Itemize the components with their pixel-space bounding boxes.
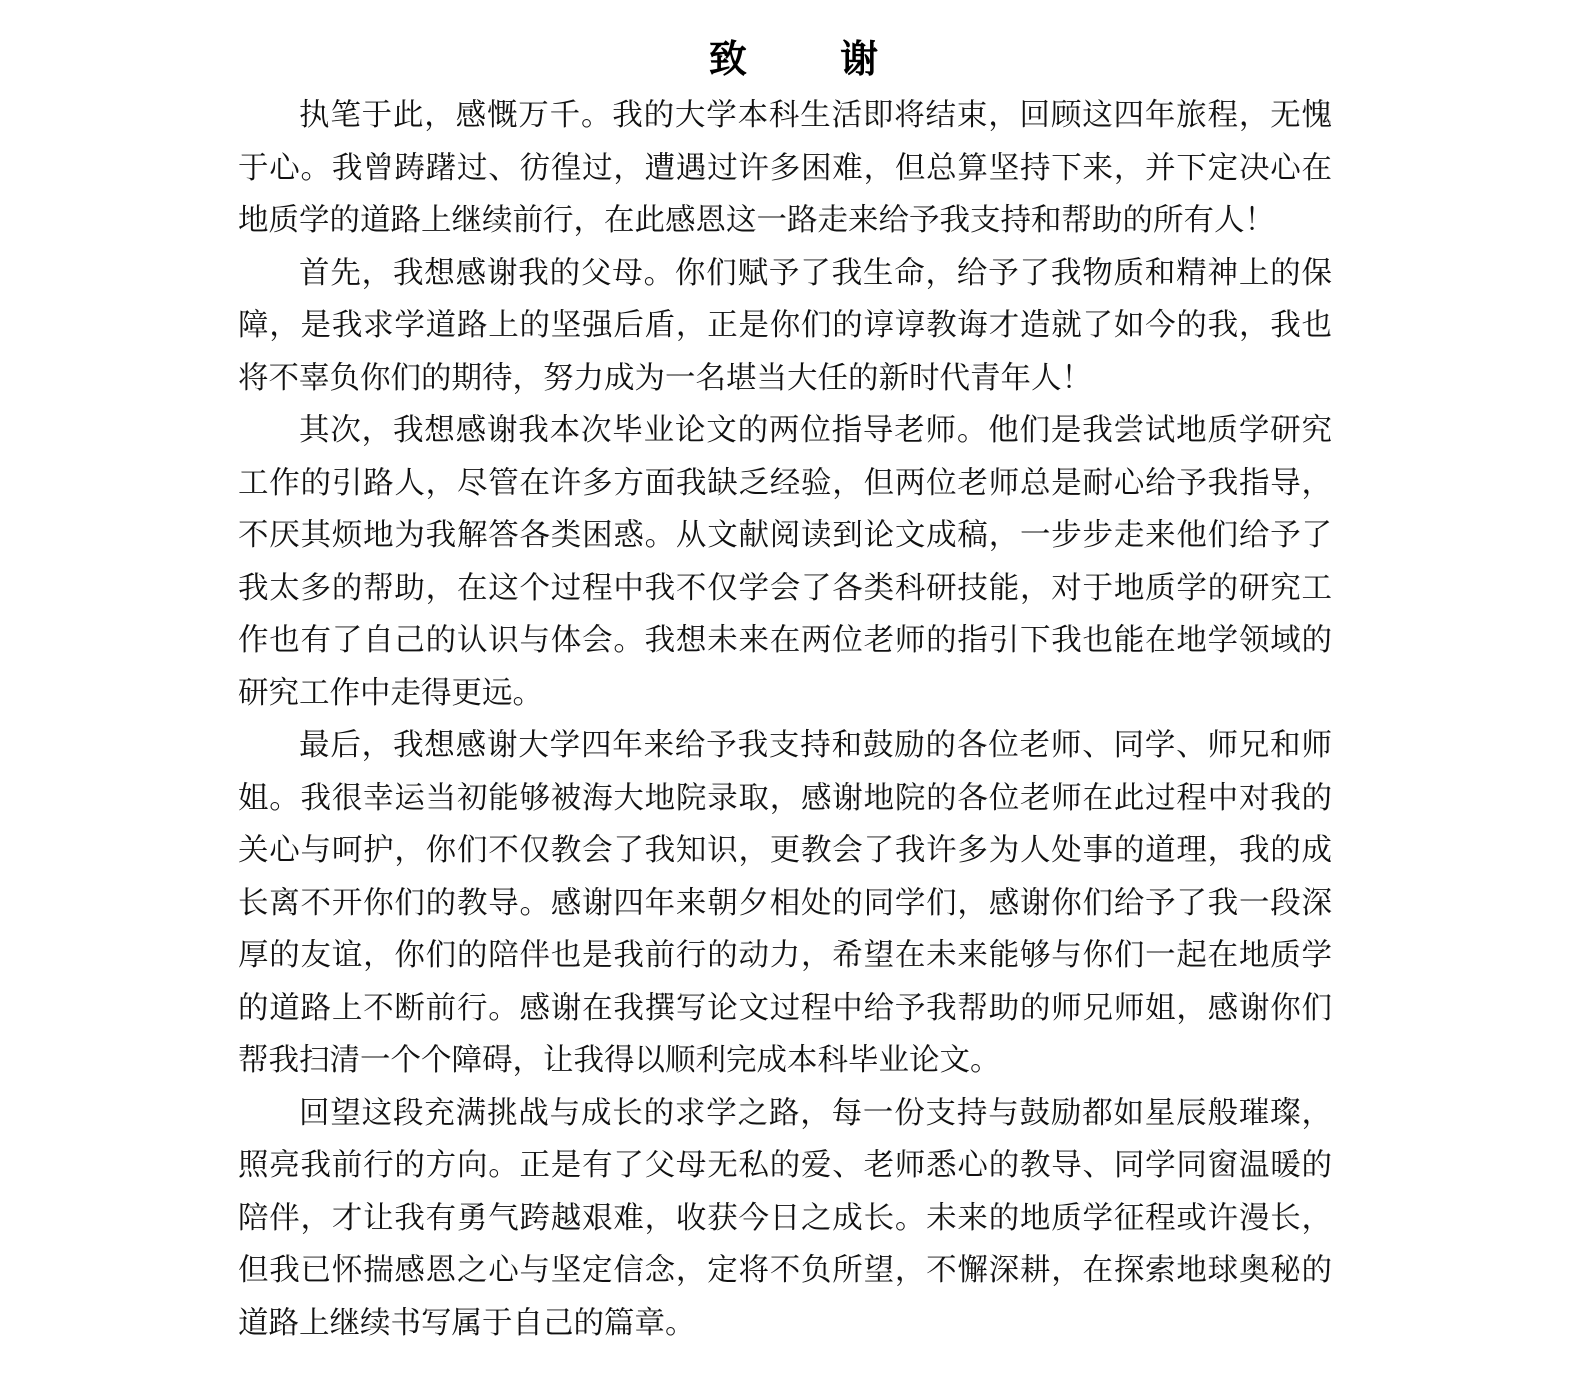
paragraph-closing: 回望这段充满挑战与成长的求学之路，每一份支持与鼓励都如星辰般璀璨，照亮我前行的方向。正是有了父母无私的爱、老师悉心的教导、同学同窗温暖的陪伴，才让我有勇气跨越艰难，收获今日之成长。未来的地质学征程或许漫长，但我已怀揣感恩之心与坚定信念，定将不负所望，不懈深耕，在探索地球奥秘的道路上继续书写属于自己的篇章。 bbox=[238, 1095, 1332, 1341]
acknowledgement-body bbox=[238, 90, 1332, 1350]
page-title: 致 谢 bbox=[708, 37, 919, 81]
paragraph-teachers-classmates: 最后，我想感谢大学四年来给予我支持和鼓励的各位老师、同学、师兄和师姐。我很幸运当初能够被海大地院录取，感谢地院的各位老师在此过程中对我的关心与呵护，你们不仅教会了我知识，更教会了我许多为人处事的道理，我的成长离不开你们的教导。感谢四年来朝夕相处的同学们，感谢你们给予了我一段深厚的友谊，你们的陪伴也是我前行的动力，希望在未来能够与你们一起在地质学的道路上不断前行。感谢在我撰写论文过程中给予我帮助的师兄师姐，感谢你们帮我扫清一个个障碍，让我得以顺利完成本科毕业论文。 bbox=[238, 728, 1332, 1078]
paragraph-opening: 执笔于此，感慨万千。我的大学本科生活即将结束，回顾这四年旅程，无愧于心。我曾踌躇过、彷徨过，遭遇过许多困难，但总算坚持下来，并下定决心在地质学的道路上继续前行，在此感恩这一路走来给予我支持和帮助的所有人！ bbox=[238, 98, 1332, 238]
paragraph-advisors: 其次，我想感谢我本次毕业论文的两位指导老师。他们是我尝试地质学研究工作的引路人，尽管在许多方面我缺乏经验，但两位老师总是耐心给予我指导，不厌其烦地为我解答各类困惑。从文献阅读到论文成稿，一步步走来他们给予了我太多的帮助，在这个过程中我不仅学会了各类科研技能，对于地质学的研究工作也有了自己的认识与体会。我想未来在两位老师的指引下我也能在地学领域的研究工作中走得更远。 bbox=[238, 413, 1332, 711]
paragraph-parents: 首先，我想感谢我的父母。你们赋予了我生命，给予了我物质和精神上的保障，是我求学道路上的坚强后盾，正是你们的谆谆教诲才造就了如今的我，我也将不辜负你们的期待，努力成为一名堪当大任的新时代青年人！ bbox=[238, 255, 1332, 396]
